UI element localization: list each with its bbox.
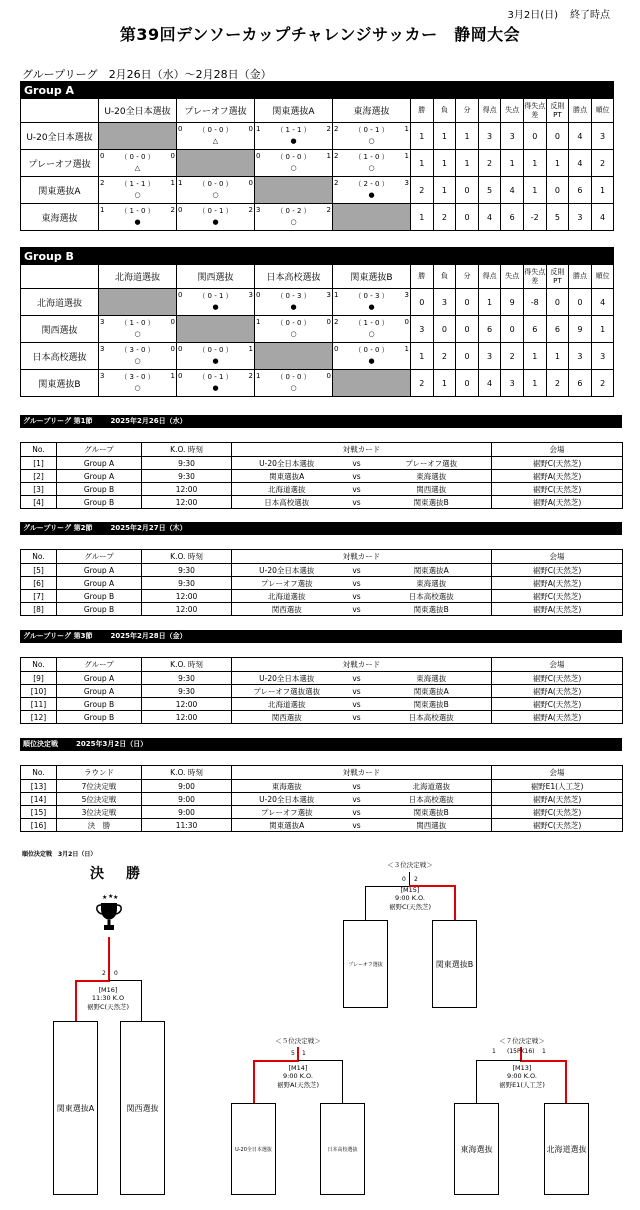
match-row[interactable]: [6] Group A 9:30 プレーオフ選抜 vs 東海選抜 裾野A(天然芝) [21, 577, 623, 590]
stat-cell: 6 [523, 316, 546, 343]
stat-cell: 1 [591, 316, 614, 343]
result-mark: ● [212, 303, 219, 311]
status-line [495, 6, 610, 21]
match-result-cell: ○ 3 （ 3 - 0 ） 1 [99, 370, 177, 397]
fifth-team-left[interactable]: U-20全日本選抜 [231, 1103, 276, 1195]
stat-header: 勝点 [569, 99, 592, 123]
stat-cell: -8 [523, 289, 546, 316]
stat-cell: 0 [411, 289, 434, 316]
match-result-cell: ○ 1 （ 0 - 0 ） 0 [255, 370, 333, 397]
team-column-header: プレーオフ選抜 [177, 99, 255, 123]
stat-cell: 1 [433, 123, 456, 150]
match-row[interactable]: [16] 決 勝 11:30 関東選抜A vs 関西選抜 裾野C(天然芝) [21, 819, 623, 832]
stat-cell: 3 [411, 316, 434, 343]
stat-cell: 0 [456, 343, 479, 370]
third-place-label: ＜３位決定戦＞ [387, 861, 433, 869]
result-mark: ○ [368, 164, 375, 172]
stat-cell: 1 [411, 204, 434, 231]
result-mark: ○ [134, 357, 141, 365]
stat-header: 得点 [478, 265, 501, 289]
match-result-cell: ● 0 （ 0 - 0 ） 1 [333, 343, 411, 370]
trophy-icon [94, 893, 124, 937]
group-stage-period: グループリーグ 2月26日（水）～2月28日（金） [22, 68, 272, 81]
match-row[interactable]: [8] Group B 12:00 関西選抜 vs 関東選抜B 裾野A(天然芝) [21, 603, 623, 616]
match-row[interactable]: [12] Group B 12:00 関西選抜 vs 日本高校選抜 裾野A(天然芝) [21, 711, 623, 724]
stat-header: 反則PT [546, 265, 569, 289]
stat-cell: 1 [433, 150, 456, 177]
seventh-match-info: [M13] 9:00 K.O. 裾野E1(人工芝) [499, 1064, 545, 1089]
stat-cell: 4 [501, 177, 524, 204]
result-mark: ○ [290, 164, 297, 172]
stat-cell: 4 [591, 204, 614, 231]
stat-header: 分 [456, 265, 479, 289]
stat-cell: 2 [591, 370, 614, 397]
seventh-score-left: 1 [492, 1048, 496, 1055]
result-mark: ○ [134, 191, 141, 199]
seventh-team-left[interactable]: 東海選抜 [454, 1103, 499, 1195]
stat-cell: 0 [433, 316, 456, 343]
stat-header: 得失点差 [523, 99, 546, 123]
stat-cell: 4 [478, 370, 501, 397]
self-match-cell [333, 204, 411, 231]
update-date: 3月2日(日) [507, 10, 558, 21]
result-mark: ○ [212, 191, 219, 199]
self-match-cell [99, 123, 177, 150]
page-title: 第39回デンソーカップチャレンジサッカー 静岡大会 [119, 25, 521, 44]
team-row-name: 東海選抜 [21, 204, 99, 231]
stat-cell: 1 [478, 289, 501, 316]
match-row[interactable]: [7] Group B 12:00 北海道選抜 vs 日本高校選抜 裾野C(天然芝) [21, 590, 623, 603]
self-match-cell [255, 343, 333, 370]
seventh-place-label: ＜７位決定戦＞ [499, 1037, 545, 1045]
result-mark: ● [212, 218, 219, 226]
match-row[interactable]: [14] 5位決定戦 9:00 U-20全日本選抜 vs 日本高校選抜 裾野A(天然芝) [21, 793, 623, 806]
match-result-cell: ○ 0 （ 0 - 0 ） 1 [255, 150, 333, 177]
stat-cell: 0 [456, 177, 479, 204]
stat-header: 勝点 [569, 265, 592, 289]
fifth-score-right: 1 [302, 1050, 306, 1057]
stat-cell: 3 [433, 289, 456, 316]
stat-cell: 1 [523, 177, 546, 204]
stat-cell: 2 [501, 343, 524, 370]
match-result-cell: ○ 1 （ 0 - 0 ） 0 [177, 177, 255, 204]
round-header: グループリーグ 第2節 2025年2月27日（木） [20, 522, 622, 535]
stat-cell: 2 [591, 150, 614, 177]
self-match-cell [333, 370, 411, 397]
seventh-score-right: 1 [542, 1048, 546, 1055]
match-result-cell: ○ 2 （ 1 - 0 ） 0 [333, 316, 411, 343]
round-header: グループリーグ 第3節 2025年2月28日（金） [20, 630, 622, 643]
match-result-cell: ● 0 （ 0 - 1 ） 2 [177, 370, 255, 397]
team-column-header: 関東選抜A [255, 99, 333, 123]
stat-cell: 0 [456, 289, 479, 316]
stat-header: 得失点差 [523, 265, 546, 289]
match-result-cell: ○ 3 （ 0 - 2 ） 2 [255, 204, 333, 231]
group-name: Group B [21, 248, 614, 265]
stat-header: 失点 [501, 265, 524, 289]
stat-header: 順位 [591, 99, 614, 123]
stat-cell: 0 [569, 289, 592, 316]
match-result-cell: ● 1 （ 1 - 1 ） 2 [255, 123, 333, 150]
final-title: 決 勝 [90, 866, 144, 882]
result-mark: △ [212, 137, 219, 145]
match-row[interactable]: [2] Group A 9:30 関東選抜A vs 東海選抜 裾野A(天然芝) [21, 470, 623, 483]
stat-header: 負 [433, 265, 456, 289]
team-row-name: U-20全日本選抜 [21, 123, 99, 150]
team-column-header: 関西選抜 [177, 265, 255, 289]
stat-cell: 4 [478, 204, 501, 231]
result-mark: ○ [290, 330, 297, 338]
stat-cell: 1 [433, 370, 456, 397]
fifth-match-info: [M14] 9:00 K.O. 裾野A(天然芝) [276, 1064, 320, 1089]
stat-cell: 3 [591, 343, 614, 370]
match-result-cell: ○ 1 （ 0 - 0 ） 0 [255, 316, 333, 343]
stat-cell: 4 [569, 150, 592, 177]
stat-cell: 1 [523, 150, 546, 177]
stat-cell: 1 [591, 177, 614, 204]
match-row[interactable]: [15] 3位決定戦 9:00 プレーオフ選抜 vs 関東選抜B 裾野C(天然芝) [21, 806, 623, 819]
stat-cell: 6 [546, 316, 569, 343]
match-row[interactable]: [1] Group A 9:30 U-20全日本選抜 vs プレーオフ選抜 裾野C(天然芝) [21, 457, 623, 470]
stat-cell: 5 [478, 177, 501, 204]
match-row[interactable]: [11] Group B 12:00 北海道選抜 vs 関東選抜B 裾野C(天然芝) [21, 698, 623, 711]
result-mark: △ [134, 164, 141, 172]
match-row[interactable]: [13] 7位決定戦 9:00 東海選抜 vs 北海道選抜 裾野E1(人工芝) [21, 780, 623, 793]
self-match-cell [99, 289, 177, 316]
stat-cell: 2 [433, 204, 456, 231]
stat-cell: 0 [546, 123, 569, 150]
stat-cell: 2 [411, 177, 434, 204]
team-row-name: 関東選抜B [21, 370, 99, 397]
team-column-header: 北海道選抜 [99, 265, 177, 289]
fifth-place-label: ＜５位決定戦＞ [275, 1037, 321, 1045]
stat-cell: 1 [411, 343, 434, 370]
stat-cell: 3 [569, 343, 592, 370]
stat-cell: 0 [546, 289, 569, 316]
match-result-cell: ● 1 （ 0 - 3 ） 3 [333, 289, 411, 316]
final-team-right[interactable]: 関西選抜 [120, 1021, 165, 1195]
stat-cell: 3 [501, 123, 524, 150]
final-match-info: [M16] 11:30 K.O 裾野C(天然芝) [86, 986, 130, 1011]
third-team-left[interactable]: プレーオフ選抜 [343, 920, 388, 1008]
self-match-cell [177, 150, 255, 177]
stat-cell: 1 [546, 150, 569, 177]
stat-cell: 4 [591, 289, 614, 316]
result-mark: ○ [368, 137, 375, 145]
stat-cell: 0 [546, 177, 569, 204]
stat-header: 勝 [411, 99, 434, 123]
team-row-name: 関東選抜A [21, 177, 99, 204]
result-mark: ● [290, 303, 297, 311]
final-score-left: 2 [102, 970, 106, 977]
svg-text:★: ★ [113, 894, 119, 901]
stat-header: 負 [433, 99, 456, 123]
team-row-name: 日本高校選抜 [21, 343, 99, 370]
match-row[interactable]: [3] Group B 12:00 北海道選抜 vs 関西選抜 裾野C(天然芝) [21, 483, 623, 496]
team-row-name: プレーオフ選抜 [21, 150, 99, 177]
result-mark: ○ [290, 384, 297, 392]
bracket-heading: 順位決定戦 3月2日（日） [22, 851, 97, 858]
match-result-cell: ○ 2 （ 1 - 0 ） 1 [333, 150, 411, 177]
stat-cell: 1 [523, 370, 546, 397]
match-result-cell: ● 2 （ 2 - 0 ） 3 [333, 177, 411, 204]
final-winner-line-h [75, 980, 110, 982]
stat-cell: 9 [569, 316, 592, 343]
final-winner-line [108, 937, 110, 981]
self-match-cell [177, 316, 255, 343]
result-mark: ● [290, 137, 297, 145]
result-mark: ● [212, 357, 219, 365]
stat-cell: 1 [411, 123, 434, 150]
team-row-name: 関西選抜 [21, 316, 99, 343]
third-score-right: 2 [414, 876, 418, 883]
match-result-cell: ○ 2 （ 0 - 1 ） 1 [333, 123, 411, 150]
stat-cell: 9 [501, 289, 524, 316]
group-name: Group A [21, 82, 614, 99]
third-score-left: 0 [402, 876, 406, 883]
result-mark: ○ [290, 218, 297, 226]
stat-cell: 4 [569, 123, 592, 150]
stat-cell: 2 [478, 150, 501, 177]
round-header: グループリーグ 第1節 2025年2月26日（水） [20, 415, 622, 428]
stat-header: 得点 [478, 99, 501, 123]
fifth-team-right[interactable]: 日本高校選抜 [320, 1103, 365, 1195]
stat-cell: 6 [501, 204, 524, 231]
stat-cell: 3 [591, 123, 614, 150]
stat-header: 分 [456, 99, 479, 123]
match-result-cell: ○ 3 （ 3 - 0 ） 0 [99, 343, 177, 370]
result-mark: ● [368, 357, 375, 365]
stat-cell: 3 [478, 343, 501, 370]
result-mark: ● [368, 303, 375, 311]
stat-header: 勝 [411, 265, 434, 289]
svg-text:★: ★ [102, 894, 108, 901]
stat-cell: 0 [456, 204, 479, 231]
match-row[interactable]: [9] Group A 9:30 U-20全日本選抜 vs 東海選抜 裾野C(天然芝) [21, 672, 623, 685]
round-header: 順位決定戦 2025年3月2日（日） [20, 738, 622, 751]
stat-cell: 2 [433, 343, 456, 370]
result-mark: ● [134, 218, 141, 226]
stat-cell: 6 [569, 177, 592, 204]
third-match-info: [M15] 9:00 K.O. 裾野C(天然芝) [388, 886, 432, 911]
stat-cell: 2 [546, 370, 569, 397]
stat-cell: 6 [569, 370, 592, 397]
match-result-cell: △ 0 （ 0 - 0 ） 0 [177, 123, 255, 150]
match-row[interactable]: [10] Group A 9:30 プレーオフ選抜選抜 vs 関東選抜A 裾野A(天然芝) [21, 685, 623, 698]
stat-cell: 1 [523, 343, 546, 370]
stat-cell: 6 [478, 316, 501, 343]
match-result-cell: △ 0 （ 0 - 0 ） 0 [99, 150, 177, 177]
match-result-cell: ● 0 （ 0 - 1 ） 3 [177, 289, 255, 316]
team-column-header: 東海選抜 [333, 99, 411, 123]
fifth-score-left: 5 [291, 1050, 295, 1057]
stat-cell: 0 [456, 370, 479, 397]
stat-header: 順位 [591, 265, 614, 289]
stat-cell: 0 [523, 123, 546, 150]
self-match-cell [255, 177, 333, 204]
result-mark: ● [212, 384, 219, 392]
stat-cell: 5 [546, 204, 569, 231]
stat-cell: 1 [546, 343, 569, 370]
team-row-name: 北海道選抜 [21, 289, 99, 316]
match-row[interactable]: [5] Group A 9:30 U-20全日本選抜 vs 関東選抜A 裾野C(天然芝) [21, 564, 623, 577]
stat-header: 反則PT [546, 99, 569, 123]
team-column-header: 関東選抜B [333, 265, 411, 289]
result-mark: ○ [368, 330, 375, 338]
match-row[interactable]: [4] Group B 12:00 日本高校選抜 vs 関東選抜B 裾野A(天然芝) [21, 496, 623, 509]
stat-cell: 3 [501, 370, 524, 397]
stat-header: 失点 [501, 99, 524, 123]
stat-cell: 0 [501, 316, 524, 343]
stat-cell: 3 [569, 204, 592, 231]
match-result-cell: ● 1 （ 1 - 0 ） 2 [99, 204, 177, 231]
stat-cell: 1 [456, 150, 479, 177]
seventh-pk-score: (15PK16) [507, 1048, 535, 1055]
stat-cell: 2 [411, 370, 434, 397]
stat-cell: 1 [411, 150, 434, 177]
seventh-team-right[interactable]: 北海道選抜 [544, 1103, 589, 1195]
stat-cell: 3 [478, 123, 501, 150]
result-mark: ○ [134, 384, 141, 392]
result-mark: ● [368, 191, 375, 199]
svg-text:★: ★ [108, 893, 114, 900]
third-team-right[interactable]: 関東選抜B [432, 920, 477, 1008]
match-result-cell: ○ 3 （ 1 - 0 ） 0 [99, 316, 177, 343]
stat-cell: 0 [456, 316, 479, 343]
team-column-header: U-20全日本選抜 [99, 99, 177, 123]
stat-cell: 1 [501, 150, 524, 177]
result-mark: ○ [134, 330, 141, 338]
match-result-cell: ○ 2 （ 1 - 1 ） 1 [99, 177, 177, 204]
match-result-cell: ● 0 （ 0 - 3 ） 3 [255, 289, 333, 316]
stat-cell: -2 [523, 204, 546, 231]
stat-cell: 1 [433, 177, 456, 204]
stat-cell: 1 [456, 123, 479, 150]
final-score-right: 0 [114, 970, 118, 977]
match-result-cell: ● 0 （ 0 - 0 ） 1 [177, 343, 255, 370]
match-result-cell: ● 0 （ 0 - 1 ） 2 [177, 204, 255, 231]
final-team-left[interactable]: 関東選抜A [53, 1021, 98, 1195]
update-status: 終了時点 [570, 10, 610, 21]
team-column-header: 日本高校選抜 [255, 265, 333, 289]
